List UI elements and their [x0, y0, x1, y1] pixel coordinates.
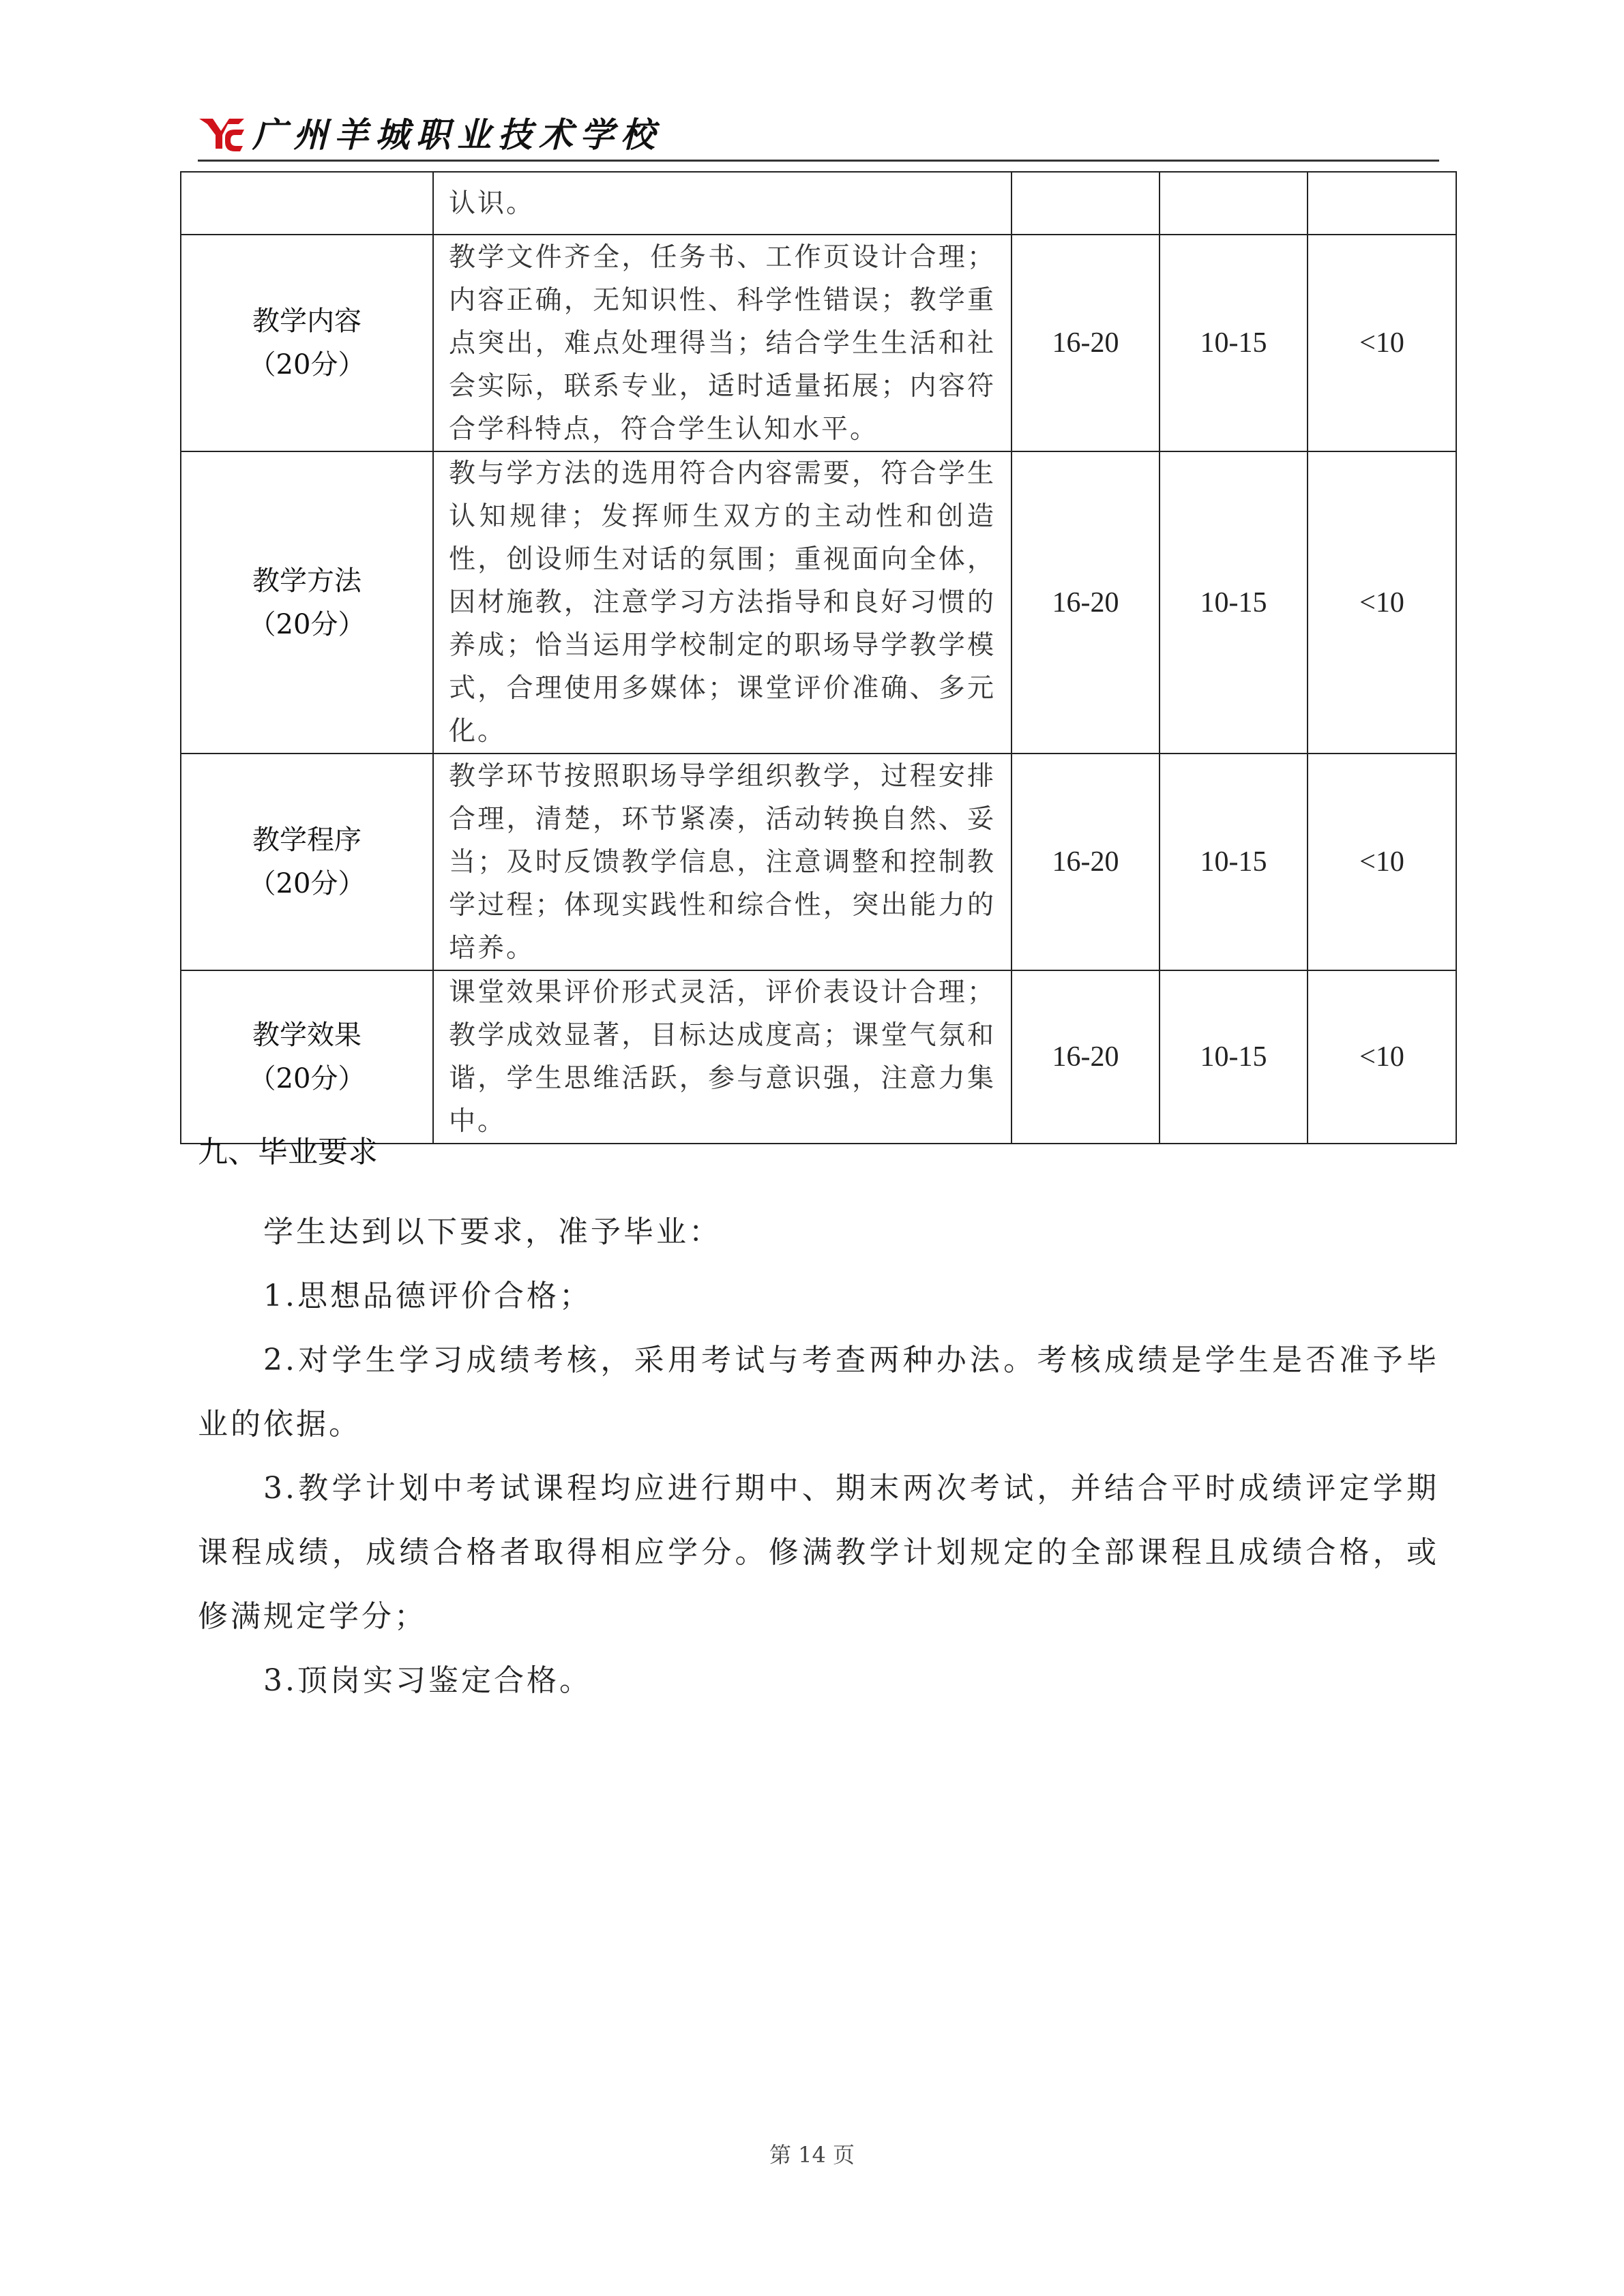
table-row [181, 754, 1456, 970]
table-row [181, 172, 1456, 235]
score-excellent-cell: 16-20 [1012, 451, 1160, 754]
score-excellent-cell [1012, 172, 1160, 235]
paragraph: 3.顶岗实习鉴定合格。 [263, 1663, 592, 1698]
paragraph: 1.思想品德评价合格； [263, 1279, 592, 1313]
criterion-cell [181, 172, 433, 235]
criterion-points: （20分） [248, 349, 366, 381]
description-cell: 认识。 [433, 172, 1012, 235]
score-good-cell: 10-15 [1160, 235, 1308, 451]
page-header [198, 110, 1439, 162]
description-cell: 课堂效果评价形式灵活，评价表设计合理；教学成效显著，目标达成度高；课堂气氛和谐，学生思维活跃，参与意识强，注意力集中。 [433, 970, 1012, 1144]
score-excellent-cell: 16-20 [1012, 754, 1160, 970]
graduation-requirements [198, 1200, 1439, 1713]
table-row [181, 451, 1456, 754]
evaluation-table [180, 171, 1457, 1144]
paragraph: 3.教学计划中考试课程均应进行期中、期末两次考试，并结合平时成绩评定学期课程成绩，成绩合格者取得相应学分。修满教学计划规定的全部课程且成绩合格，或修满规定学分； [198, 1471, 1439, 1634]
score-poor-cell: <10 [1308, 754, 1456, 970]
criterion-cell [181, 235, 433, 451]
criterion-cell [181, 451, 433, 754]
criterion-points: （20分） [248, 868, 366, 899]
school-name: 广州羊城职业技术学校 [252, 115, 662, 155]
criterion-cell [181, 970, 433, 1144]
score-good-cell: 10-15 [1160, 970, 1308, 1144]
yc-logo-icon [198, 115, 246, 153]
page-number: 第 14 页 [769, 2142, 855, 2168]
score-good-cell: 10-15 [1160, 754, 1308, 970]
score-good-cell [1160, 172, 1308, 235]
score-poor-cell: <10 [1308, 451, 1456, 754]
criterion-name: 教学效果 [252, 1019, 361, 1051]
criterion-cell [181, 754, 433, 970]
score-excellent-cell: 16-20 [1012, 235, 1160, 451]
score-poor-cell: <10 [1308, 235, 1456, 451]
criterion-name: 教学程序 [252, 824, 361, 856]
criterion-name: 教学方法 [252, 565, 361, 597]
table-row [181, 970, 1456, 1144]
score-poor-cell: <10 [1308, 970, 1456, 1144]
description-cell: 教与学方法的选用符合内容需要，符合学生认知规律；发挥师生双方的主动性和创造性，创设师生对话的氛围；重视面向全体，因材施教，注意学习方法指导和良好习惯的养成；恰当运用学校制定的职场导学教学模式，合理使用多媒体；课堂评价准确、多元化。 [433, 451, 1012, 754]
score-poor-cell [1308, 172, 1456, 235]
score-excellent-cell: 16-20 [1012, 970, 1160, 1144]
criterion-points: （20分） [248, 608, 366, 640]
description-cell: 教学文件齐全，任务书、工作页设计合理；内容正确，无知识性、科学性错误；教学重点突出，难点处理得当；结合学生生活和社会实际，联系专业，适时适量拓展；内容符合学科特点，符合学生认知水平。 [433, 235, 1012, 451]
section-title: 九、毕业要求 [198, 1135, 378, 1169]
criterion-points: （20分） [248, 1063, 366, 1094]
score-good-cell: 10-15 [1160, 451, 1308, 754]
table-row [181, 235, 1456, 451]
paragraph: 学生达到以下要求，准予毕业： [263, 1214, 722, 1249]
criterion-name: 教学内容 [252, 305, 361, 337]
paragraph: 2.对学生学习成绩考核，采用考试与考查两种办法。考核成绩是学生是否准予毕业的依据。 [198, 1343, 1439, 1442]
description-cell: 教学环节按照职场导学组织教学，过程安排合理，清楚，环节紧凑，活动转换自然、妥当；及时反馈教学信息，注意调整和控制教学过程；体现实践性和综合性，突出能力的培养。 [433, 754, 1012, 970]
